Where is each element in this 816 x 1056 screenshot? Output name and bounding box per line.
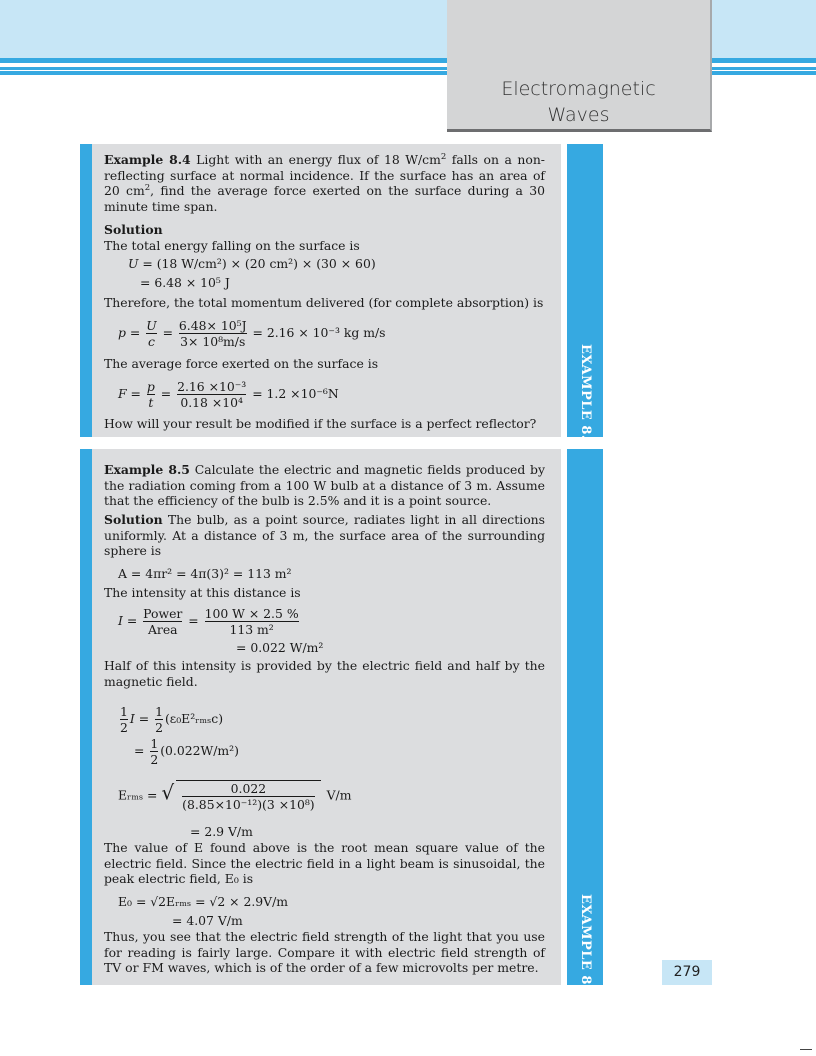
example-8-5-side-label: EXAMPLE 8.5 — [578, 894, 593, 1000]
example-8-5-statement: Example 8.5 Calculate the electric and magnetic fields produced by the radiation coming from a 100 W bulb at a distance of 3 m. Assume that the efficiency of the bulb is 2.5% and it is a point source. — [104, 462, 545, 508]
chapter-title-box — [447, 0, 712, 132]
text-paragraph: Half of this intensity is provided by the electric field and half by the magnetic field. — [104, 658, 545, 689]
equation: = 6.48 × 10⁵ J — [140, 275, 230, 290]
example-8-4-statement: Example 8.4 Light with an energy flux of 18 $W/cm^2$ falls on a non-reflecting surface at normal incidence. If the surface has an area of 20 $cm^2$, find the average force exerted on the surface during a 30 minute time span. — [104, 151, 545, 214]
equation: U = (18 W/cm²) × (20 cm²) × (30 × 60) — [128, 256, 376, 271]
example-8-4-side-label: EXAMPLE 8.4 — [578, 344, 593, 450]
equation: A = 4πr² = 4π(3)² = 113 m² — [118, 566, 292, 581]
equation: I = $\frac{\text{Power}}{\text{Area}}$ = $\frac{100 W \times 2.5 \%}{\text{113 m²}}$ — [118, 606, 299, 637]
example-8-5-side-tab — [567, 449, 603, 1000]
chapter-title: Electromagnetic Waves — [501, 78, 656, 126]
equation: = 2.9 V/m — [190, 824, 253, 839]
equation: p = $\frac{U}{c}$ = $\frac{\text{6.48× 10⁵J}}{\text{3× 10⁸m/s}}$ = 2.16 × 10⁻³ kg m/s — [118, 318, 386, 349]
equation: $\frac{1}{2}$ I = $\frac{1}{2}$ (ε₀E²ᵣₘₛc) — [120, 704, 224, 735]
text-line: Therefore, the total momentum delivered (for complete absorption) is — [104, 295, 544, 310]
text-paragraph: The value of E found above is the root mean square value of the electric field. Since the electric field in a light beam is sinusoidal, the peak electric field, E₀ is — [104, 840, 545, 886]
equation: = 4.07 V/m — [172, 913, 243, 928]
solution-label: Solution — [104, 512, 163, 527]
equation: F = $\frac{p}{t}$ = $\frac{\text{2.16 ×10⁻³}}{\text{0.18 ×10⁴}}$ = 1.2 ×10⁻⁶N — [118, 379, 339, 410]
text-paragraph: Thus, you see that the electric field strength of the light that you use for reading is fairly large. Compare it with electric field strength of TV or FM waves, which is of the order of a few microvolts per metre. — [104, 929, 545, 975]
text-line: The total energy falling on the surface is — [104, 238, 360, 253]
equation: Eᵣₘₛ = √ $\frac{0.022}{\text{(8.85×10⁻¹²)(3 ×10⁸)}}$ V/m — [118, 780, 352, 812]
solution-label: Solution — [104, 222, 163, 237]
text-line: The average force exerted on the surface is — [104, 356, 379, 371]
equation: = $\frac{1}{2}$ (0.022W/m²) — [134, 736, 239, 767]
crop-mark — [800, 1049, 812, 1050]
example-8-5-solution: Solution The bulb, as a point source, radiates light in all directions uniformly. At a distance of 3 m, the surface area of the surrounding sphere is — [104, 512, 545, 558]
page-number: 279 — [662, 960, 712, 985]
equation: E₀ = √2Eᵣₘₛ = √2 × 2.9V/m — [118, 894, 289, 909]
text-line: How will your result be modified if the surface is a perfect reflector? — [104, 416, 537, 431]
text-line: The intensity at this distance is — [104, 585, 301, 600]
equation: = 0.022 W/m² — [236, 640, 324, 655]
example-8-4-side-tab — [567, 144, 603, 450]
